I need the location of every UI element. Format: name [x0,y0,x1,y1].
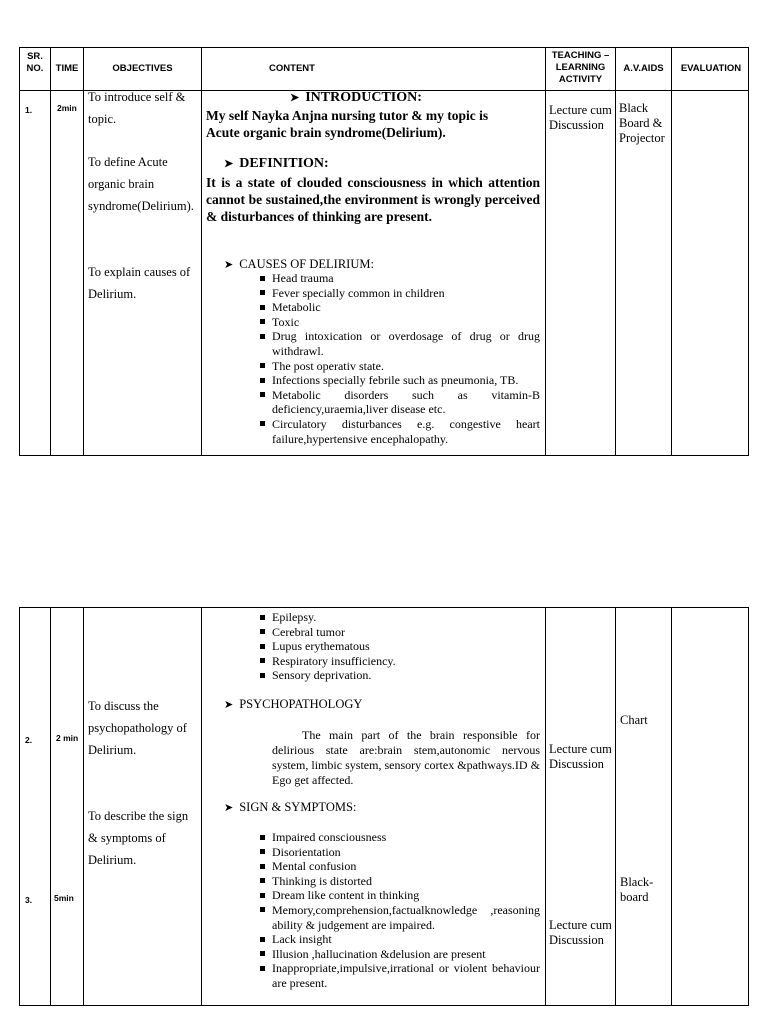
header-teaching-activity: TEACHING – LEARNING ACTIVITY [551,50,610,85]
header-sr-no: SR. NO. [26,51,44,74]
list-item: Memory,comprehension,factualknowledge ,reasoning ability & judgement are impaired. [258,903,540,932]
list-item: Cerebral tumor [258,625,540,640]
list-item: Dream like content in thinking [258,888,540,903]
list-item: Respiratory insufficiency. [258,654,540,669]
psychopathology-heading-text: PSYCHOPATHOLOGY [239,697,363,711]
sign-symptoms-heading-text: SIGN & SYMPTOMS: [239,800,357,814]
row-1-time: 2min [57,103,77,113]
header-objectives: OBJECTIVES [112,63,173,74]
header-evaluation: EVALUATION [680,63,742,74]
list-item: Impaired consciousness [258,830,540,845]
lesson-plan-table-2 [19,607,749,1006]
causes-heading-text: CAUSES OF DELIRIUM: [239,257,374,271]
header-time: TIME [55,63,79,74]
list-item: Mental confusion [258,859,540,874]
intro-text: My self Nayka Anjna nursing tutor & my topic is Acute organic brain syndrome(Delirium). [206,108,489,140]
causes-continued-list [258,610,540,683]
objective-psychopathology: To discuss the psychopathology of Delirium. [88,699,187,757]
list-item: The post operativ state. [258,359,540,374]
psychopathology-heading [224,697,362,712]
objective-sign-symptoms: To describe the sign & symptoms of Delirium. [88,809,189,867]
objective-causes: To explain causes of Delirium. [88,265,191,301]
lesson-plan-table-1 [19,47,749,456]
sign-symptoms-list [258,830,540,991]
psychopathology-text: The main part of the brain responsible for delirious state are:brain stem,autonomic nervous system, limbic system, sensory cortex &pathways.ID & Ego get affected. [272,728,540,787]
objective-define: To define Acute organic brain syndrome(Delirium). [88,155,194,213]
causes-list [258,271,540,446]
list-item: Lack insight [258,932,540,947]
list-item: Toxic [258,315,540,330]
row-3-time: 5min [54,893,74,903]
arrow-bullet-icon: ➤ [224,802,234,814]
row-1-sr-no: 1. [25,105,33,115]
row-3-sr-no: 3. [25,895,33,905]
row-1-av-aids: Black Board & Projector [619,101,665,145]
row-3-teaching-activity: Lecture cum Discussion [549,918,612,947]
definition-heading-text: DEFINITION: [239,156,329,171]
list-item: Metabolic disorders such as vitamin-B deficiency,uraemia,liver disease etc. [258,388,540,417]
list-item: Drug intoxication or overdosage of drug or drug withdrawl. [258,329,540,358]
list-item: Lupus erythematous [258,639,540,654]
row-3-av-aids: Black-board [620,875,654,904]
list-item: Metabolic [258,300,540,315]
arrow-bullet-icon: ➤ [224,699,234,711]
arrow-bullet-icon: ➤ [224,158,234,170]
row-2-av-aids: Chart [620,713,648,727]
list-item: Infections specially febrile such as pneumonia, TB. [258,373,540,388]
row-2-teaching-activity: Lecture cum Discussion [549,742,612,771]
objective-introduce: To introduce self & topic. [88,90,186,126]
list-item: Circulatory disturbances e.g. congestive heart failure,hypertensive encephalopathy. [258,417,540,446]
sign-symptoms-heading [224,800,356,815]
list-item: Head trauma [258,271,540,286]
definition-heading [224,156,329,172]
list-item: Disorientation [258,845,540,860]
list-item: Thinking is distorted [258,874,540,889]
intro-heading-text: INTRODUCTION: [305,90,422,105]
list-item: Illusion ,hallucination &delusion are present [258,947,540,962]
list-item: Sensory deprivation. [258,668,540,683]
row-2-time: 2 min [56,733,79,743]
list-item: Fever specially common in children [258,286,540,301]
arrow-bullet-icon: ➤ [290,92,300,104]
header-av-aids: A.V.AIDS [623,63,664,74]
definition-text: It is a state of clouded consciousness in which attention cannot be sustained,the environment is wrongly perceived & disturbances of thinking are present. [206,175,540,224]
list-item: Epilepsy. [258,610,540,625]
header-content: CONTENT [269,63,315,74]
intro-heading [290,90,422,106]
row-2-sr-no: 2. [25,735,33,745]
causes-heading [224,257,374,272]
arrow-bullet-icon: ➤ [224,259,234,271]
row-1-teaching-activity: Lecture cum Discussion [549,103,612,132]
list-item: Inappropriate,impulsive,irrational or violent behaviour are present. [258,961,540,990]
